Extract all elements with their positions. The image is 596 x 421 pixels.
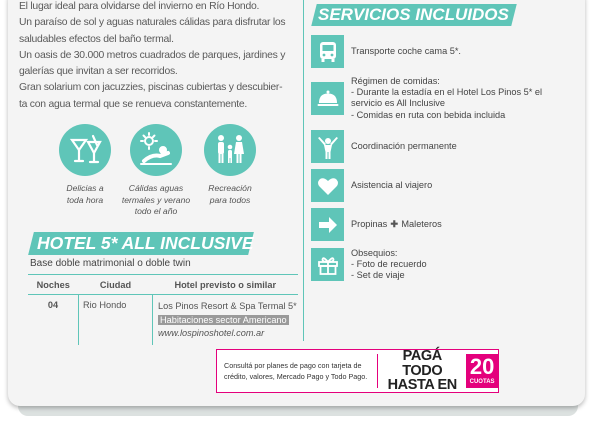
room-base: Base doble matrimonial o doble twin — [30, 258, 191, 269]
service-text: Propinas — [351, 218, 388, 229]
service-text: - Set de viaje — [351, 270, 405, 281]
service-coordination — [311, 130, 457, 163]
table-row — [28, 295, 298, 346]
service-text: - Foto de recuerdo — [351, 259, 427, 270]
intro-line: galerías que invitan a ser recorridos. — [19, 66, 178, 78]
hotel-banner — [28, 232, 254, 255]
service-text: Asistencia al viajero — [351, 179, 433, 190]
feature-caption: toda hora — [66, 194, 104, 205]
hotel-website-link[interactable]: www.lospinoshotel.com.ar — [158, 328, 265, 338]
service-text: servicio es All Inclusive — [351, 98, 445, 109]
service-text: Régimen de comidas: — [351, 76, 440, 86]
service-tips — [311, 208, 442, 241]
intro-line: Un oasis de 30.000 metros cuadrados de parques, jardines y — [19, 49, 286, 61]
intro-line: Un paraíso de sol y aguas naturales cálidas para disfrutar los — [19, 17, 286, 29]
service-gifts — [311, 248, 427, 282]
service-transport — [311, 35, 461, 68]
header-city: Ciudad — [79, 275, 153, 295]
intro-line: Gran solarium con jacuzzies, piscinas cubiertas y descubier- — [19, 82, 283, 94]
sunbather-icon — [130, 124, 182, 176]
payment-text: crédito, valores, Mercado Pago y Todo Pago. — [224, 372, 368, 381]
city-cell: Rio Hondo — [79, 295, 153, 346]
payment-text: Consultá por planes de pago con tarjeta de — [224, 361, 362, 370]
intro-line: El lugar ideal para olvidarse del invierno en Río Hondo. — [19, 1, 260, 12]
bus-icon — [311, 35, 344, 68]
installments-badge — [466, 354, 498, 388]
column-divider — [303, 0, 304, 341]
payment-box — [216, 349, 499, 393]
feature-caption: Recreación — [208, 183, 252, 193]
room-tag: Habitaciones sector Americano — [160, 314, 287, 325]
feature-caption: para todos — [209, 194, 251, 205]
installments-number: 20 — [469, 354, 495, 379]
header-hotel: Hotel previsto o similar — [153, 275, 299, 295]
service-assistance — [311, 169, 432, 202]
cloche-icon — [311, 82, 344, 115]
payment-divider — [377, 354, 378, 388]
feature-caption: Cálidas aguas — [128, 183, 184, 193]
nights-cell: 04 — [47, 300, 59, 310]
service-text: Transporte coche cama 5*. — [351, 45, 461, 56]
plus-icon: ✚ — [390, 218, 399, 229]
heart-icon — [311, 169, 344, 202]
arrow-right-icon — [311, 208, 344, 241]
service-text: Coordinación permanente — [351, 140, 457, 151]
feature-caption: termales y verano — [121, 194, 191, 205]
table-header-row — [28, 275, 298, 295]
services-banner — [311, 4, 516, 26]
feature-food — [46, 124, 124, 206]
feature-recreation — [191, 124, 269, 206]
service-text: - Durante la estadía en el Hotel Los Pinos 5* el — [351, 87, 543, 98]
services-banner-text: SERVICIOS INCLUIDOS — [318, 5, 509, 24]
intro-line: saludables efectos del baño termal. — [19, 33, 174, 45]
service-meals — [311, 76, 542, 121]
payment-headline: PAGÁ TODO — [402, 348, 443, 379]
intro-text — [19, 0, 304, 113]
hotel-banner-text: HOTEL 5* ALL INCLUSIVE — [37, 233, 254, 253]
payment-headline: HASTA EN — [387, 377, 457, 394]
feature-caption: Delicias a — [66, 183, 104, 193]
service-text: Obsequios: — [351, 248, 398, 258]
hotel-table — [28, 274, 298, 345]
header-nights: Noches — [28, 275, 79, 295]
hotel-name: Los Pinos Resort & Spa Termal 5* — [158, 301, 297, 311]
feature-caption: todo el año — [134, 206, 178, 216]
family-icon — [204, 124, 256, 176]
cocktail-icon — [59, 124, 111, 176]
gift-icon — [311, 248, 344, 281]
hotel-cell — [153, 295, 299, 346]
feature-waters — [117, 124, 195, 218]
intro-line: ta con agua termal que se renueva constantemente. — [19, 98, 248, 110]
installments-unit: CUOTAS — [469, 379, 495, 385]
service-text: - Comidas en ruta con bebida incluida — [351, 109, 506, 120]
coordinator-icon — [311, 130, 344, 163]
service-text: Maleteros — [401, 218, 442, 229]
